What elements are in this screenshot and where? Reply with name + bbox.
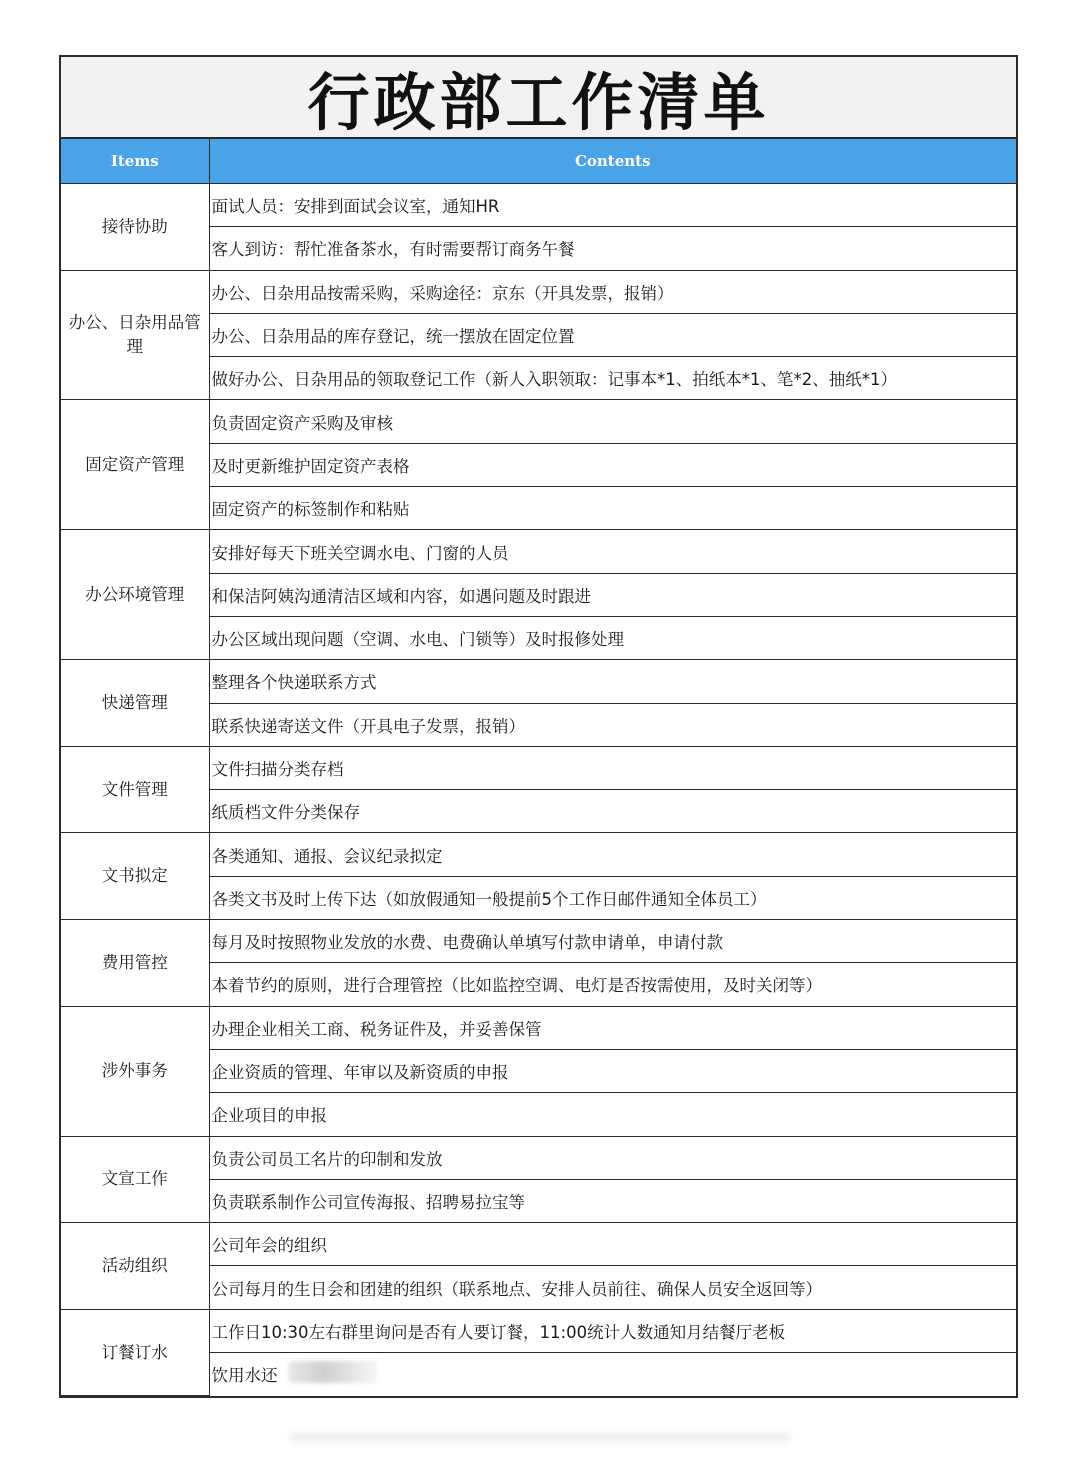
column-header-contents: Contents: [209, 139, 1016, 184]
content-cell: 公司年会的组织: [209, 1223, 1016, 1266]
work-list-table: [61, 139, 1016, 1396]
table-row: [61, 1223, 1016, 1266]
item-cell: 办公环境管理: [61, 530, 209, 660]
content-cell: 做好办公、日杂用品的领取登记工作（新人入职领取：记事本*1、拍纸本*1、笔*2、抽纸*1）: [209, 357, 1016, 400]
item-cell: 活动组织: [61, 1223, 209, 1310]
item-cell: 订餐订水: [61, 1309, 209, 1396]
table-row: [61, 1309, 1016, 1352]
content-cell-watermarked: [209, 1353, 1016, 1396]
item-cell: 文书拟定: [61, 833, 209, 920]
content-cell: 整理各个快递联系方式: [209, 660, 1016, 703]
content-cell: 每月及时按照物业发放的水费、电费确认单填写付款申请单，申请付款: [209, 920, 1016, 963]
content-cell: 本着节约的原则，进行合理管控（比如监控空调、电灯是否按需使用，及时关闭等）: [209, 963, 1016, 1006]
content-cell: 企业资质的管理、年审以及新资质的申报: [209, 1049, 1016, 1092]
item-cell: 快递管理: [61, 660, 209, 747]
content-cell-text: 饮用水还: [211, 1366, 278, 1386]
content-cell: 办理企业相关工商、税务证件及，并妥善保管: [209, 1006, 1016, 1049]
content-cell: 公司每月的生日会和团建的组织（联系地点、安排人员前往、确保人员安全返回等）: [209, 1266, 1016, 1309]
table-row: [61, 530, 1016, 573]
content-cell: 负责联系制作公司宣传海报、招聘易拉宝等: [209, 1179, 1016, 1222]
content-cell: 企业项目的申报: [209, 1093, 1016, 1136]
table-header-row: [61, 139, 1016, 184]
item-cell: 接待协助: [61, 184, 209, 271]
content-cell: 工作日10:30左右群里询问是否有人要订餐，11:00统计人数通知月结餐厅老板: [209, 1309, 1016, 1352]
table-row: [61, 270, 1016, 313]
item-cell: 文件管理: [61, 746, 209, 833]
table-body: [61, 184, 1016, 1396]
table-row: [61, 1006, 1016, 1049]
page-title: 行政部工作清单: [61, 57, 1016, 139]
content-cell: 办公区域出现问题（空调、水电、门锁等）及时报修处理: [209, 616, 1016, 659]
content-cell: 各类通知、通报、会议纪录拟定: [209, 833, 1016, 876]
content-cell: 固定资产的标签制作和粘贴: [209, 487, 1016, 530]
item-cell: 文宣工作: [61, 1136, 209, 1223]
item-cell: 费用管控: [61, 920, 209, 1007]
content-cell: 和保洁阿姨沟通清洁区域和内容，如遇问题及时跟进: [209, 573, 1016, 616]
item-cell: 办公、日杂用品管理: [61, 270, 209, 400]
watermark-overlay: [288, 1361, 378, 1383]
content-cell: 办公、日杂用品按需采购，采购途径：京东（开具发票，报销）: [209, 270, 1016, 313]
content-cell: 负责固定资产采购及审核: [209, 400, 1016, 443]
work-list-sheet: [59, 55, 1018, 1398]
column-header-items: Items: [61, 139, 209, 184]
table-row: [61, 920, 1016, 963]
content-cell: 负责公司员工名片的印制和发放: [209, 1136, 1016, 1179]
content-cell: 面试人员：安排到面试会议室，通知HR: [209, 184, 1016, 227]
table-row: [61, 833, 1016, 876]
content-cell: 及时更新维护固定资产表格: [209, 443, 1016, 486]
content-cell: 文件扫描分类存档: [209, 746, 1016, 789]
table-row: [61, 400, 1016, 443]
content-cell: 联系快递寄送文件（开具电子发票，报销）: [209, 703, 1016, 746]
table-row: [61, 1136, 1016, 1179]
content-cell: 客人到访：帮忙准备茶水，有时需要帮订商务午餐: [209, 227, 1016, 270]
item-cell: 固定资产管理: [61, 400, 209, 530]
bottom-blur-overlay: [290, 1429, 790, 1447]
table-row: [61, 746, 1016, 789]
content-cell: 办公、日杂用品的库存登记，统一摆放在固定位置: [209, 313, 1016, 356]
table-row: [61, 184, 1016, 227]
content-cell: 各类文书及时上传下达（如放假通知一般提前5个工作日邮件通知全体员工）: [209, 876, 1016, 919]
content-cell: 安排好每天下班关空调水电、门窗的人员: [209, 530, 1016, 573]
item-cell: 涉外事务: [61, 1006, 209, 1136]
content-cell: 纸质档文件分类保存: [209, 790, 1016, 833]
table-row: [61, 660, 1016, 703]
